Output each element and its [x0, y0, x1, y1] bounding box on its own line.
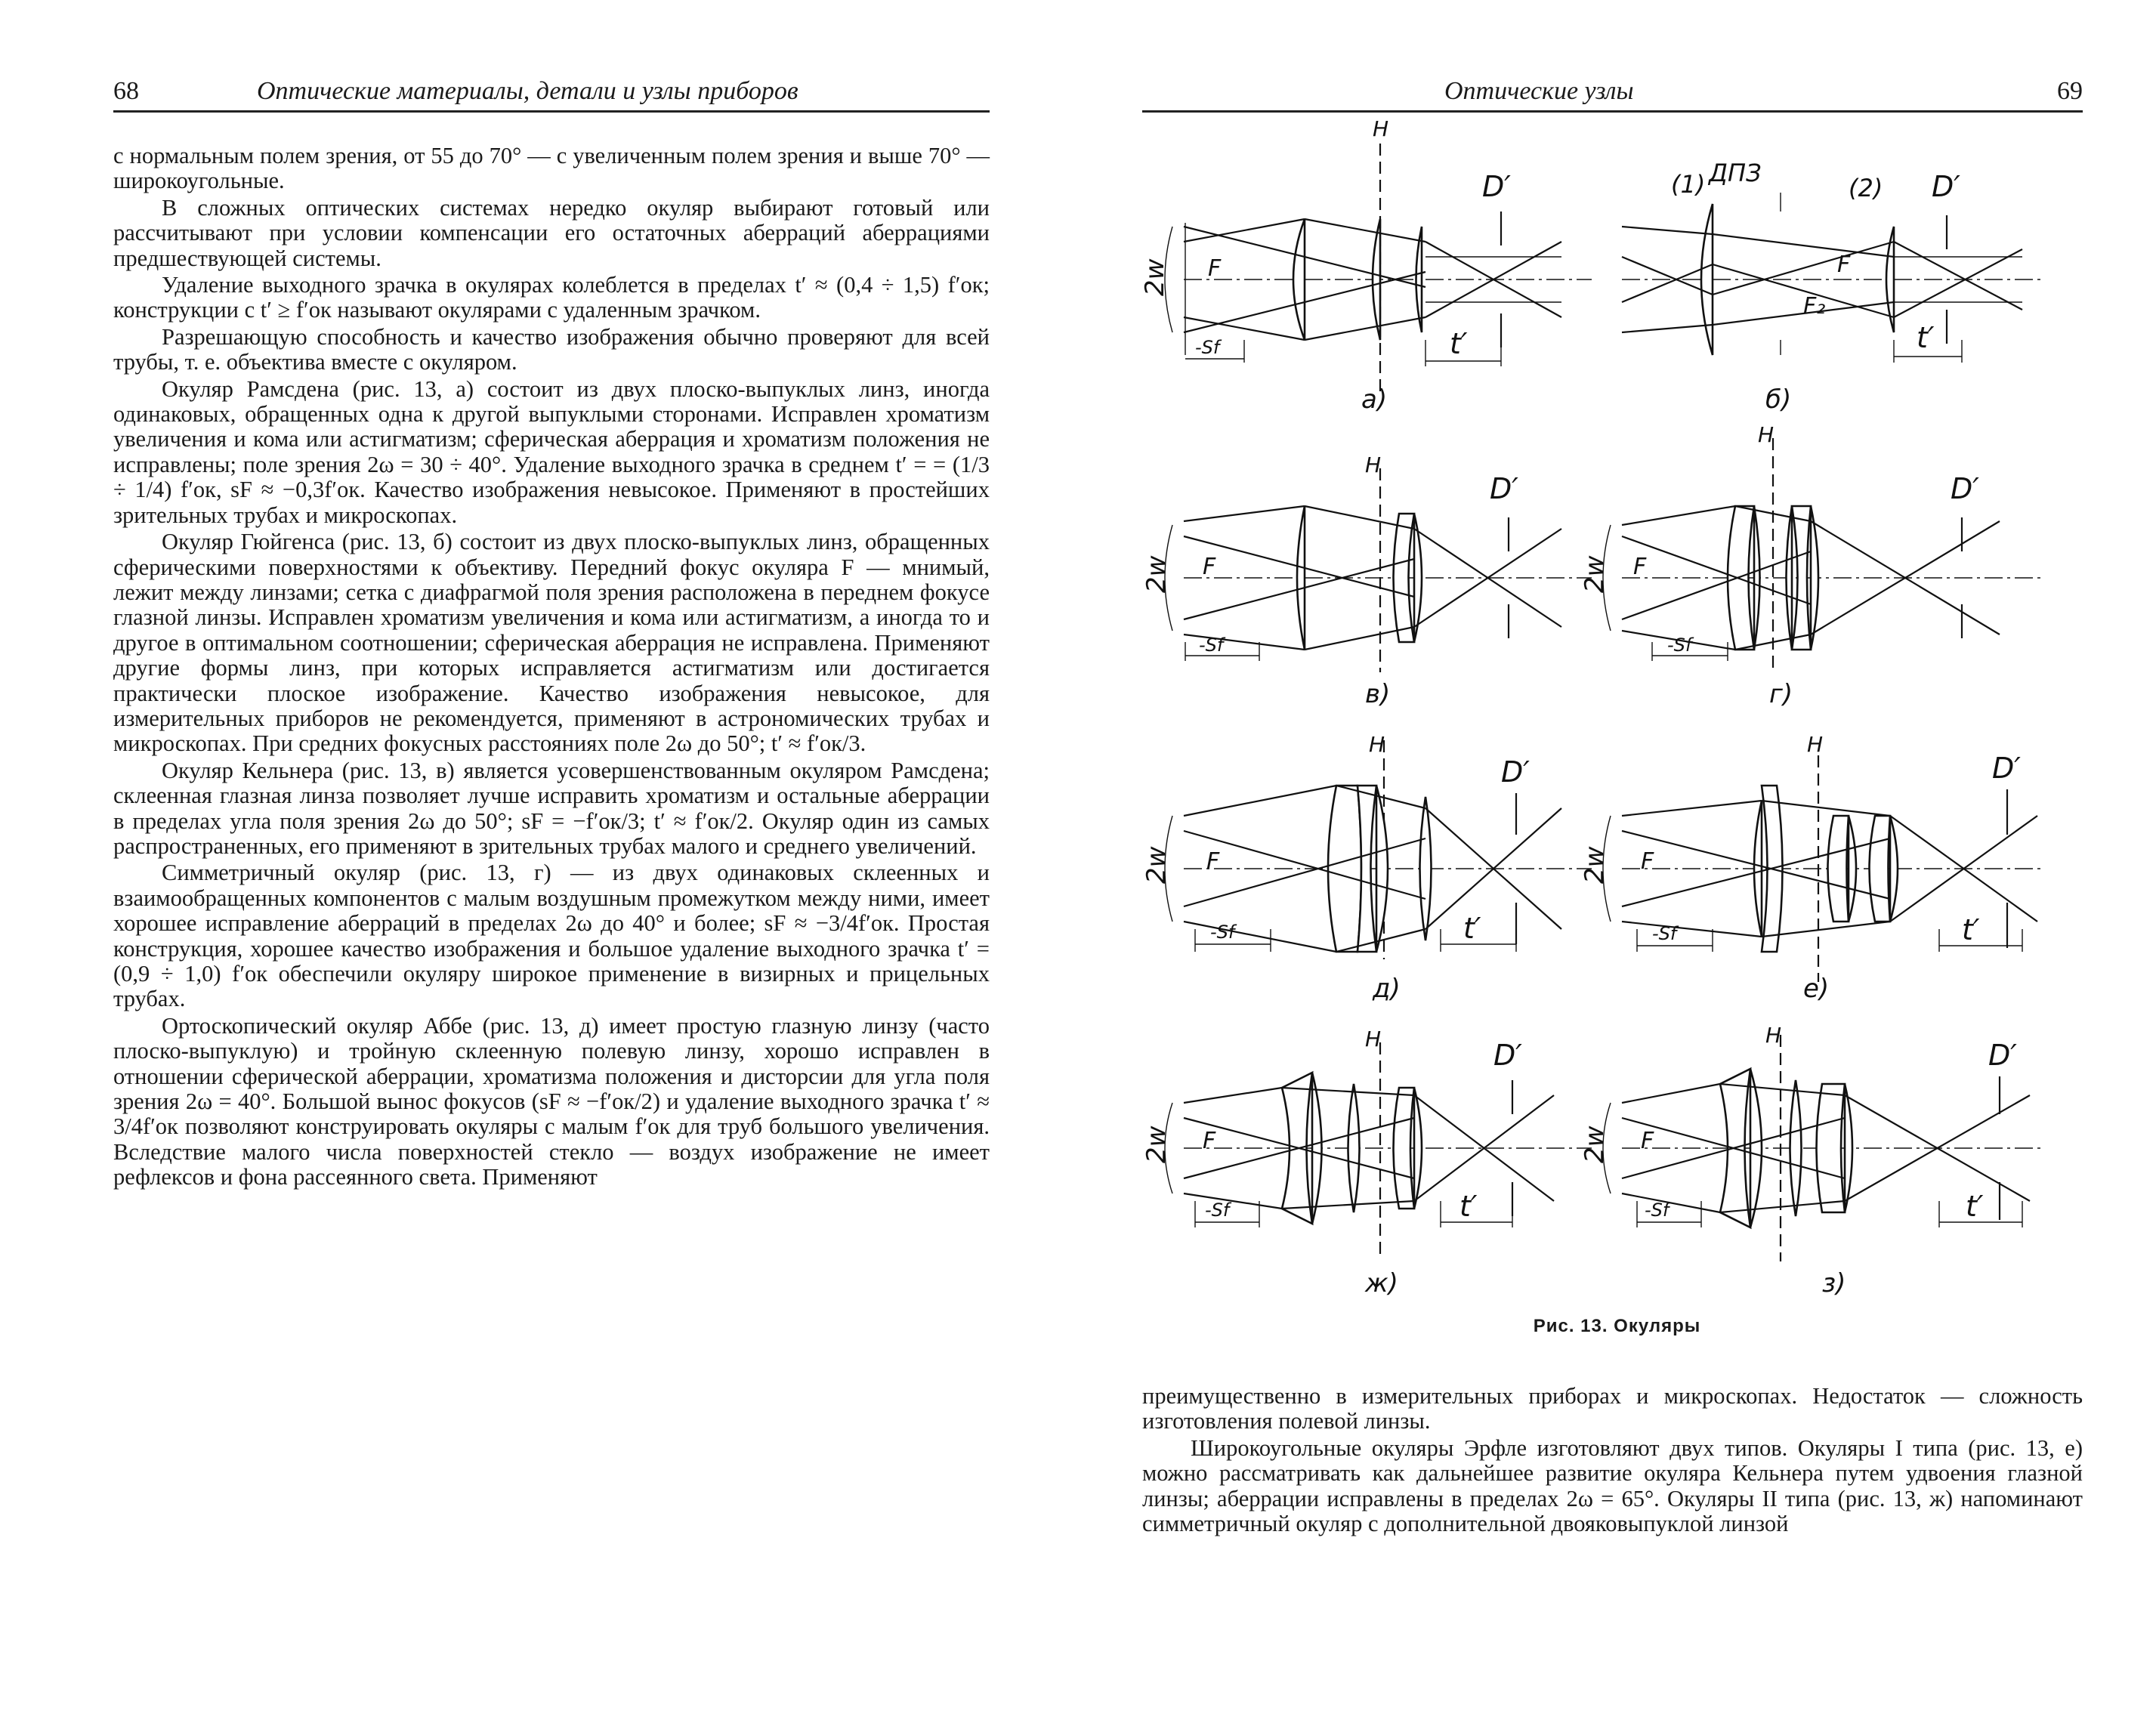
- paragraph: Симметричный окуляр (рис. 13, г) — из двух одинаковых склеенных и взаимообращенных компонентов с малым воздушным промежутком между ними, имеет хорошее исправление аберраций в пределах 2ω до 40° и более; sF ≈ −3/4f′ок. Простая конструкция, хорошее качество изображения и большое удаление выходного зрачка t′ = (0,9 ÷ 1,0) f′ок обеспечили окуляру широкое применение в визирных и прицельных трубах.: [113, 860, 990, 1012]
- left-body-text: [113, 144, 990, 1190]
- left-page-header: [113, 76, 990, 113]
- label-D: D′: [1490, 472, 1518, 505]
- label-2w: 2w: [1580, 1125, 1610, 1163]
- label-F: F: [1203, 1128, 1216, 1154]
- label-2w: 2w: [1141, 1125, 1172, 1163]
- label-F: F: [1633, 554, 1647, 580]
- caption-g: г): [1769, 679, 1793, 709]
- caption-e: е): [1803, 974, 1830, 1004]
- label-F: F: [1641, 1128, 1654, 1154]
- right-page-header: [1142, 76, 2083, 113]
- eyepiece-diagrams: [1138, 113, 2090, 1314]
- label-H: H: [1369, 732, 1385, 757]
- right-page: [1078, 0, 2156, 1726]
- caption-a: а): [1361, 384, 1388, 415]
- paragraph: Окуляр Рамсдена (рис. 13, а) состоит из двух плоско-выпуклых линз, иногда одинаковых, обращенных одна к другой выпуклыми сторонами. Исправлен хроматизм увеличения и кома или астигматизм; сферическая аберрация и хроматизм положения не исправлены; поле зрения 2ω = 30 ÷ 40°. Удаление выходного зрачка в среднем t′ = = (1/3 ÷ 1/4) f′ок, sF ≈ −0,3f′ок. Качество изображения невысокое. Применяют в простейших зрительных трубах и микроскопах.: [113, 375, 990, 528]
- caption-d: д): [1373, 974, 1401, 1004]
- label-H: H: [1765, 1023, 1782, 1048]
- caption-v: в): [1365, 679, 1391, 709]
- paragraph: Окуляр Кельнера (рис. 13, в) является усовершенствованным окуляром Рамсдена; склеенная глазная линза позволяет лучше исправить хроматизм и остальные аберрации в пределах угла поля зрения 2ω до 50°; sF = −f′ок/3; t′ ≈ f′ок/2. Окуляр один из самых распространенных, его применяют в зрительных трубах малого и среднего увеличений.: [113, 757, 990, 859]
- label-H: H: [1758, 422, 1775, 447]
- page-number: 69: [2057, 77, 2083, 105]
- label-2w: 2w: [1580, 555, 1610, 593]
- running-title: Оптические узлы: [1444, 77, 1634, 105]
- label-F: F: [1208, 255, 1222, 282]
- label-F2: F₂: [1803, 293, 1826, 320]
- diagram-v-kellner: [1141, 452, 1592, 709]
- diagram-z-wide-angle: [1580, 1023, 2045, 1298]
- label-sf: -Sf: [1210, 922, 1235, 943]
- label-sf: -Sf: [1652, 923, 1677, 944]
- label-H: H: [1365, 452, 1382, 477]
- label-F: F: [1837, 252, 1851, 278]
- caption-z: з): [1822, 1268, 1846, 1298]
- page-number: 68: [113, 77, 139, 105]
- figure-caption: Рис. 13. Окуляры: [1533, 1316, 1701, 1336]
- label-sf: -Sf: [1195, 337, 1220, 358]
- label-t: t′: [1459, 1190, 1478, 1223]
- paragraph: преимущественно в измерительных приборах и микроскопах. Недостаток — сложность изготовления полевой линзы.: [1142, 1383, 2083, 1434]
- diagram-d-abbe: [1141, 732, 1592, 1004]
- label-D: D′: [1992, 752, 2021, 785]
- label-2w: 2w: [1141, 555, 1172, 593]
- label-2w: 2w: [1141, 846, 1172, 884]
- paragraph: Разрешающую способность и качество изображения обычно проверяют для всей трубы, т. е. объектива вместе с окуляром.: [113, 323, 990, 375]
- label-sf: -Sf: [1205, 1200, 1230, 1221]
- paragraph: с нормальным полем зрения, от 55 до 70° — с увеличенным полем зрения и выше 70° — широкоугольные.: [113, 143, 990, 194]
- label-D: D′: [1951, 472, 1979, 505]
- label-D: D′: [1932, 170, 1960, 203]
- label-t: t′: [1966, 1190, 1984, 1223]
- label-F: F: [1203, 554, 1216, 580]
- diagram-a-ramsden: [1140, 116, 1592, 415]
- label-sf: -Sf: [1199, 635, 1224, 656]
- caption-b: б): [1765, 384, 1792, 415]
- label-t: t′: [1463, 912, 1481, 945]
- label-H: H: [1365, 1027, 1382, 1051]
- label-D: D′: [1988, 1039, 2017, 1072]
- diagram-b-huygens: [1622, 159, 2045, 415]
- label-dpz: ДПЗ: [1709, 159, 1762, 187]
- label-D: D′: [1482, 170, 1511, 203]
- label-sf: -Sf: [1645, 1200, 1670, 1221]
- label-component-2: (2): [1849, 174, 1883, 202]
- label-t: t′: [1450, 327, 1468, 360]
- label-2w: 2w: [1580, 846, 1610, 884]
- diagram-e-erfle-1: [1580, 732, 2045, 1004]
- diagram-g-symmetric: [1580, 422, 2045, 709]
- label-F: F: [1206, 848, 1220, 875]
- paragraph: В сложных оптических системах нередко окуляр выбирают готовый или рассчитывают при условии компенсации его остаточных аберраций аберрациями предшествующей системы.: [113, 194, 990, 271]
- paragraph: Окуляр Гюйгенса (рис. 13, б) состоит из двух плоско-выпуклых линз, обращенных сферическими поверхностями к объективу. Передний фокус окуляра F — мнимый, лежит между линзами; сетка с диафрагмой поля зрения расположена в переднем фокусе глазной линзы. Исправлен хроматизм увеличения и кома или астигматизм, а иногда то и другое в оптимальном соотношении; сферическая аберрация не исправлена. Применяют другие формы линз, при которых исправляется астигматизм или достигается практически плоское изображение. Качество изображения невысокое, для измерительных приборов не рекомендуется, применяют в астрономических трубах и микроскопах. При средних фокусных расстояниях поле 2ω до 50°; t′ ≈ f′ок/3.: [113, 529, 990, 757]
- label-2w: 2w: [1140, 258, 1170, 296]
- diagram-zh-erfle-2: [1141, 1027, 1592, 1298]
- label-t: t′: [1962, 913, 1980, 946]
- paragraph: Удаление выходного зрачка в окулярах колеблется в пределах t′ ≈ (0,4 ÷ 1,5) f′ок; конструкции с t′ ≥ f′ок называют окулярами с удаленным зрачком.: [113, 272, 990, 323]
- figure-13-eyepieces: [1138, 113, 2090, 1345]
- label-t: t′: [1917, 321, 1935, 354]
- label-H: H: [1807, 732, 1824, 757]
- running-title: Оптические материалы, детали и узлы приборов: [257, 77, 798, 105]
- label-D: D′: [1493, 1039, 1522, 1072]
- paragraph: Широкоугольные окуляры Эрфле изготовляют двух типов. Окуляры I типа (рис. 13, е) можно рассматривать как дальнейшее развитие окуляра Кельнера путем удвоения глазной линзы; аберрации исправлены в пределах 2ω = 65°. Окуляры II типа (рис. 13, ж) напоминают симметричный окуляр с дополнительной двояковыпуклой линзой: [1142, 1434, 2083, 1537]
- label-F: F: [1641, 848, 1654, 875]
- right-body-text: [1142, 1384, 2083, 1536]
- caption-zh: ж): [1365, 1268, 1398, 1298]
- label-D: D′: [1501, 755, 1530, 789]
- label-H: H: [1373, 116, 1389, 141]
- label-sf: -Sf: [1667, 635, 1692, 656]
- paragraph: Ортоскопический окуляр Аббе (рис. 13, д) имеет простую глазную линзу (часто плоско-выпуклую) и тройную склеенную полевую линзу, хорошо исправлен в отношении сферической аберрации, хроматизма положения и дисторсии для угла поля зрения 2ω = 40°. Большой вынос фокусов (sF ≈ −f′ок/2) и удаление выходного зрачка t′ ≈ 3/4f′ок позволяют конструировать окуляры с малым f′ок для труб большого увеличения. Вследствие малого числа поверхностей стекло — воздух изображение не имеет рефлексов и фона рассеянного света. Применяют: [113, 1012, 990, 1190]
- label-component-1: (1): [1671, 170, 1706, 199]
